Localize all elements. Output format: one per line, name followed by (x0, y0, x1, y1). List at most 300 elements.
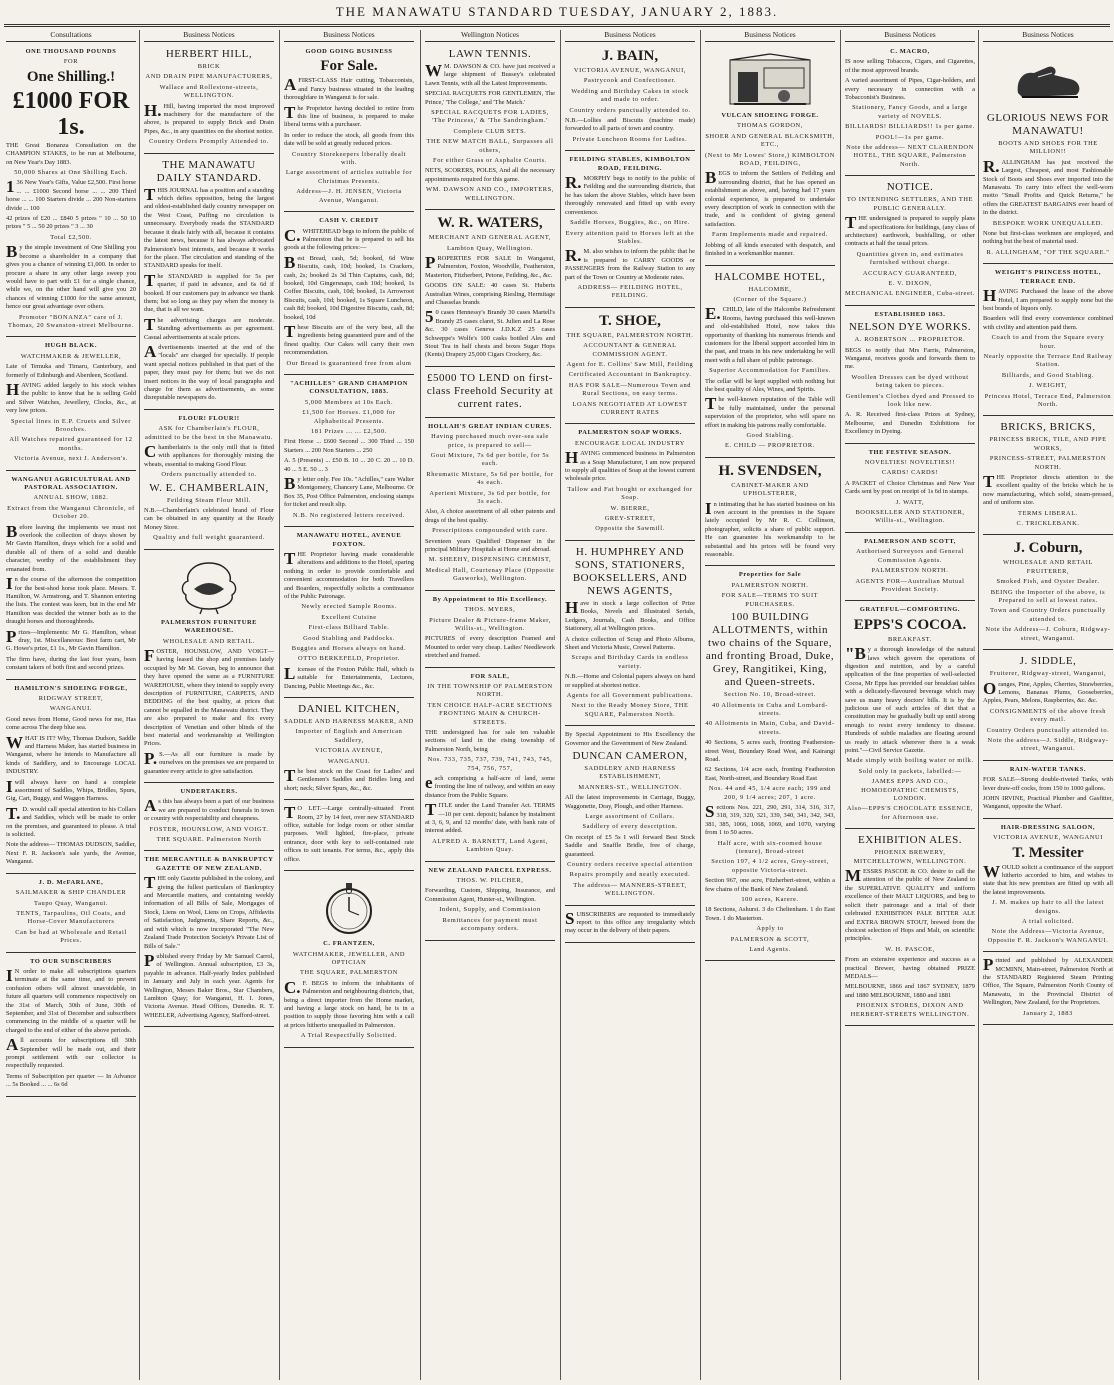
ad-heading: GREY-STREET, (604, 515, 656, 523)
ad-heading: ENCOURAGE LOCAL INDUSTRY (574, 439, 686, 447)
ad-heading: Billiards, and Good Stabling. (1001, 371, 1095, 379)
ad-heading: E. V. DIXON, (888, 279, 932, 287)
ad-heading: Victoria Avenue, next J. Anderson's. (13, 455, 128, 463)
ad-heading: HAMILTON'S SHOEING FORGE, (14, 684, 128, 692)
ad-body-text: THIS JOURNAL has a position and a standing which defies opposition, being the largest and oldest-established daily country newspaper on the West Coast, Puffing no circulation is unnecessary. Everybody reads the STANDARD because it deals fairly with all, because it contains the latest news, because it has always advocated Palmerston's best interests, and because it works for the place. The circulation and standing of the STANDARD speaks for itself. (144, 184, 274, 270)
ad-body-text: 136 New Year's Gifts, Value £2,500. First horse ... ... £1000 Second horse ... ... 200 Third horse ... ... 100 Starters divide ... 200 Non-starters divide ... 100 (6, 177, 136, 212)
ad-body-text: PROPERTIES FOR SALE In Wanganui, Palmerston, Foxton, Woodville, Featherston, Masterton, Fitzherbert, Petone, Feilding, &c., &c. (425, 252, 555, 279)
ad-body-text: The well-known reputation of the Table will be fully maintained, under the personal supervision of the proprietor, who will spare no effort in making his patrons really comfortable. (705, 394, 835, 429)
column-1 (2, 30, 140, 1382)
ad-heading: 40 Allotments in Main, Cuba, and David-streets. (705, 720, 835, 736)
advertisement (845, 178, 975, 305)
ad-heading: NOTICE. (886, 181, 934, 194)
ad-heading: Feilding Steam Flour Mill. (166, 496, 252, 504)
ad-heading: THOS. W. PILCHER, (456, 877, 524, 885)
ad-body-text: TO LET.—Large centrally-situated Front Room, 27 by 14 feet, over new STANDARD office, suitable for lodge room or other similar purposes. Well lighted, fire-place, private entrance, door with key to self-contained rate offices to suit tenants. For terms, &c., apply this office. (284, 803, 414, 863)
ad-heading: UNDERTAKERS. (180, 788, 238, 795)
advertisement (845, 831, 975, 1026)
column-3 (280, 30, 418, 1382)
ad-heading: WEIGHT'S PRINCESS HOTEL, TERRACE END. (994, 269, 1102, 285)
ad-heading: Quantities given in, and estimates furnished without charge. (856, 250, 964, 267)
ad-body-text: Good news from Home, Good news for me, Has come across The deep blue sea. (6, 715, 136, 732)
ad-body-text: Iwill always have on hand a complete assortment of Saddles, Whips, Bridles, Spurs, Gig, Cart, Buggy, and Waggon Harness. (6, 776, 136, 803)
ad-heading: FEILDING STABLES, KIMBOLTON ROAD, FEILDING. (569, 156, 691, 172)
advertisement (425, 593, 555, 668)
ad-body-text: R.MORPHY begs to notify to the public of Feilding and the surrounding districts, that he has taken the above Stables, which have been thoroughly renovated and fitted up with every convenience. (565, 173, 695, 216)
ad-heading: IN THE TOWNSHIP OF PALMERSTON NORTH. (427, 682, 553, 699)
ad-heading: 40 Allotments in Cuba and Lombard-streets. (711, 701, 829, 717)
ad-heading: HERBERT HILL, (165, 48, 253, 60)
ad-body-text: The advertising charges are moderate. Standing advertisements as per agreement. Casual advertisements at scale prices. (144, 314, 274, 341)
ad-heading: J. M. makes up hair to all the latest designs. (992, 899, 1104, 915)
column-heading: Business Notices (845, 30, 975, 42)
ad-heading: Tallow and Fat bought or exchanged for Soap. (567, 485, 693, 502)
column-2 (140, 30, 278, 1382)
advertisement (284, 700, 414, 800)
ad-body-text: By Special Appointment to His Excellency the Governor and the Government of New Zealand. (565, 731, 695, 747)
advertisement (845, 603, 975, 829)
column-divider (560, 30, 561, 1380)
ad-heading: RIDGWAY STREET, (38, 694, 104, 702)
ad-heading: ANNUAL SHOW, 1882. (33, 494, 109, 502)
ad-heading: Extract from the Wanganui Chronicle, of October 20. (7, 504, 135, 521)
ad-heading: Next to the Ready Money Store, THE SQUARE, Palmerston North. (571, 702, 689, 718)
ad-heading: FOR SALE, (470, 672, 510, 680)
ad-heading: WHOLESALE AND RETAIL. (162, 637, 256, 645)
ad-body-text: each comprising a half-acre of land, some fronting the line of railway, and within an easy distance from the Public Square. (425, 773, 555, 799)
ad-body-text: SPECIAL RACQUETS FOR GENTLEMEN, The Prince,' 'The College,' and 'The Match.' (425, 90, 555, 106)
ad-heading: BOOTS AND SHOES FOR THE MILLION!! (998, 140, 1098, 156)
ad-heading: Country Storekeepers liberally dealt with. (291, 150, 407, 167)
ad-heading: PALMERSON & SCOTT, (730, 935, 810, 943)
ad-body-text: IS now selling Tobaccos, Cigars, and Cigarettes, of the most approved brands. (845, 58, 975, 74)
ad-body-text: First Horse ... £600 Second ... 300 Third ... 150 Starters ... 200 Non Starters ... 250 (284, 438, 414, 454)
ad-body-text: Sections Nos. 221, 290, 291, 314, 316, 317, 318, 319, 320, 321, 339, 340, 341, 342, 343, 381, 385, 1066, 1068, 1069, and 1070, varying from 1 to 50 acres. (705, 801, 835, 837)
ad-heading: CONSIGNMENTS of the above fresh every mail. (989, 707, 1107, 724)
ad-body-text: In the course of the afternoon the competition for the best-shod horse took place. Messrs. T. Hamilton, W. Armstrong, and T. Shannon entering the lists. The contest was keen, but in the end Mr Hamilton was decided the winner both as to the draught horses and thoroughbreds. (6, 574, 136, 626)
ad-heading: PRINCESS-STREET, PALMERSTON NORTH. (989, 455, 1107, 471)
ad-body-text: These Biscuits are of the very best, all the ingredients being guaranteed pure and of the finest quality. Our Cakes will carry their own recommendation. (284, 321, 414, 357)
ad-heading: £1,500 for Horses. £1,000 for Alphabetical Presents. (302, 409, 396, 425)
ad-heading: THE MANAWATU DAILY STANDARD. (156, 158, 262, 184)
ad-body-text: N.B.—Lollies and Biscuits (machine made) forwarded to all parts of town and country. (565, 117, 695, 133)
ad-body-text: N.B.—Home and Colonial papers always on hand or supplied at shortest notice. (565, 673, 695, 689)
ad-body-text: All accounts for subscriptions till 30th September will be made out, and their prompt settlement with our collector is respectfully requested. (6, 1035, 136, 1070)
advertisement (6, 45, 136, 337)
ad-heading: Coach to and from the Square every hour. (991, 334, 1105, 350)
ad-heading: TO OUR SUBSCRIBERS (30, 957, 112, 965)
column-divider (840, 30, 841, 1380)
ad-heading: J. BAIN, (601, 48, 659, 64)
ad-body-text: THE undersigned has for sale ten valuable sections of land in the rising township of Palmerston North, being (425, 728, 555, 753)
ad-heading: Land Agents. (749, 946, 791, 954)
ad-heading: Promoter "BONANZA" care of J. Thomas, 20 Swanston-street Melbourne. (7, 313, 135, 329)
advertisement (565, 543, 695, 726)
ad-body-text: 18 Sections, Ashurst. 3 do Cheltenham. 1 do East Town. 1 do Masterton. (705, 906, 835, 922)
advertisement (845, 45, 975, 176)
ad-heading: THOMAS GORDON, (737, 122, 803, 130)
ad-body-text: On receipt of £5 5s I will forward Best Stock Saddle and Snaffle Bridle, free of charge, guaranteed. (565, 833, 695, 858)
advertisement (284, 529, 414, 698)
masthead-rule (4, 24, 1110, 27)
ad-heading: Complete CLUB SETS. (453, 127, 527, 135)
ad-body-text: All the latest improvements in Carriage, Buggy, Waggonette, Dray, Plough, and other Harness. (565, 794, 695, 810)
ad-body-text: The best stock on the Coast for Ladies' and Gentlemen's Saddles and Bridles long and short; neck; Silver Spurs, &c., &c. (284, 766, 414, 792)
ad-body-text: TITLE under the Land Transfer Act. TERMS—10 per cent. deposit; balance by instalment at 3, 6, 9, and 12 months' date, with bank rate of interest added. (425, 800, 555, 835)
ad-body-text: R.M. also wishes to inform the public that he is prepared to CARRY GOODS or PASSENGERS from the Railway Station to any part of the Town or Country at Moderate rates. (565, 246, 695, 281)
ad-body-text: MELBOURNE, 1866 and 1867 SYDNEY, 1879 and 1880 MELBOURNE, 1880 and 1881 (845, 983, 975, 999)
ad-body-text: BEGS to inform the Settlers of Feilding and surrounding district, that he has opened an establishment as above, and, having had 17 years colonial experience, is prepared to undertake every description of work in connection with the trade, and is confident of giving general satisfaction. (705, 168, 835, 228)
ad-body-text: A choice collection of Scrap and Photo Albums, Sheet and Victoria Music, Crewel Patterns. (565, 635, 695, 651)
ad-body-text: 42 prizes of £20 ... £840 5 prizes " 10 ... 50 10 prizes " 5 ... 50 20 prizes " 3 ... 30 (6, 215, 136, 231)
ad-body-text: By letter only. Fee 10s. "Achilles," care Walter Montgomery, Chancery Lane, Melbourne. Or Box 35, Post Office Palmerston, enclosing stamps for ticket and result slip. (284, 474, 414, 509)
ad-heading: ALFRED A. BARNETT, Land Agent, Lambton Quay. (432, 837, 548, 854)
ad-body-text: The firm have, during the last four years, been constant takers of both first and second prizes. (6, 655, 136, 672)
ad-body-text: Published every Friday by Mr Samuel Carrol, of Wellington. Annual subscription, £3 3s, payable in advance. Half-yearly Index published in January and July in each year. Agents for Wellington, Messrs Baker Bros., Star Chambers, Lambton Quay; for Wanganui, H. I. Jones, Victoria Avenue. Head Offices, Dunedin. R. T. WHEELER, Advertising Agency, Stafford-street. (144, 950, 274, 1019)
ad-heading: PALMERSTON NORTH. (731, 581, 809, 589)
ad-heading: All Watches repaired guaranteed for 12 months. (9, 436, 133, 452)
ad-heading: (Next to Mr Lowes' Store,) KIMBOLTON ROAD, FEILDING, (705, 151, 835, 168)
ad-heading: THE FESTIVE SEASON. (868, 448, 952, 456)
ad-heading: BREAKFAST. (888, 635, 932, 643)
ad-heading: WM. DAWSON AND CO., IMPORTERS, WELLINGTON. (426, 186, 554, 202)
column-8 (979, 30, 1114, 1382)
ad-body-text: THE undersigned is prepared to supply plans and specifications for buildings, (any class of architecture) earthwork, bushfalling, or other contracts at half the usual prices. (845, 213, 975, 248)
ad-heading: N.B. No registered letters received. (293, 511, 405, 519)
ad-heading: VICTORIA AVENUE, WANGANUI, (573, 67, 687, 74)
ad-heading: WANGANUI AGRICULTURAL AND PASTORAL ASSOCIATION. (11, 475, 131, 492)
ad-heading: Total £2,500. (50, 233, 92, 241)
ad-heading: 100 acres, Karere. (741, 896, 799, 904)
engraving-illustration (983, 51, 1113, 109)
ad-heading: SADDLE AND HARNESS MAKER, AND (284, 718, 414, 725)
advertisement (6, 955, 136, 1097)
ad-heading: For either Grass or Asphalte Courts. (433, 157, 547, 165)
ad-heading: FOSTER, HOUNSLOW, AND VOIGT. (149, 825, 269, 833)
ad-heading: Gout Mixture, 7s 6d per bottle, for 5s each. (430, 452, 550, 468)
advertisement (983, 763, 1113, 819)
advertisement (845, 535, 975, 601)
advertisement (845, 308, 975, 444)
ad-heading: HOLLAH'S GREAT INDIAN CURES. (428, 422, 552, 430)
column-heading: Business Notices (284, 30, 414, 42)
advertisement (565, 310, 695, 425)
ad-heading: J. Coburn, (1013, 540, 1083, 557)
ad-heading: Excellent Cuisine (321, 613, 377, 621)
advertisement (6, 473, 136, 680)
ad-heading: Pastrycook and Confectioner. (583, 77, 677, 85)
ad-heading: W. R. WATERS, (437, 215, 543, 232)
column-6 (701, 30, 839, 1382)
ad-heading: OTTO BERKEFELD, Proprietor. (298, 655, 400, 663)
ad-heading: MERCHANT AND GENERAL AGENT, (428, 234, 552, 242)
ad-body-text: Oranges, Pine, Apples, Cherries, Strawberries, Lemons, Bananas Plums, Gooseberries, Apples, Pears, Melons, Raspberries, &c. &c. (983, 678, 1113, 705)
ad-heading: Note the address— NEXT CLARENDON HOTEL, THE SQUARE, Palmerston North. (846, 144, 974, 168)
ad-heading: Note the Address—Victoria Avenue, Opposite F. R. Jackson's WANGANUI. (987, 928, 1109, 944)
ad-body-text: FOR SALE—Strong double-riveted Tanks, with lever draw-off cocks, from 150 to 1000 gallons. (983, 776, 1113, 792)
ad-heading: ESTABLISHED 1863. (874, 310, 946, 318)
ad-body-text: BEGS to notify that Mrs Farris, Palmerston, Wanganui, receives goods and forwards them to me. (845, 346, 975, 371)
ad-body-text: Prizes—Implements: Mr G. Hamilton, wheat dray, 1st. Miscellaneous: Best farm cart, Mr G. Howe's prize, £1 1s., Mr Gavin Hamilton. (6, 626, 136, 653)
advertisement (845, 446, 975, 533)
ad-body-text: Terms of Subscription per quarter — In Advance ... 5s Booked ... ... 6s 6d (6, 1072, 136, 1089)
ad-heading: AGENTS FOR—Australian Mutual Provident Society. (855, 577, 965, 593)
ad-heading: Gentlemen's Clothes dyed and Pressed to look like new. (845, 392, 975, 408)
ad-body-text: Also, A choice assortment of all other patents and drugs of the best quality. (425, 508, 555, 524)
ad-heading: Lambton Quay, Wellington. (446, 244, 533, 252)
ad-heading: Farm Implements made and repaired. (711, 231, 829, 239)
ad-heading: Made simply with boiling water or milk. (846, 757, 974, 765)
advertisement (983, 45, 1113, 264)
ad-heading: TO INTENDING SETTLERS, AND THE PUBLIC GENERALLY. (846, 196, 974, 212)
advertisement (425, 864, 555, 941)
advertisement (705, 568, 835, 961)
ad-body-text: JOHN IRVINE, Practical Plumber and Gasfitter, Wanganui, opposite the Wharf. (983, 794, 1113, 811)
ad-heading: MANNERS-ST., WELLINGTON. (578, 783, 682, 791)
ad-heading: Our Bread is guaranteed free from alum (286, 359, 412, 367)
column-heading: Business Notices (705, 30, 835, 42)
ad-body-text: Seventeen years Qualified Dispenser in the principal Military Hospitals at Home and abroad. (425, 537, 555, 554)
ad-heading: Authorised Surveyors and General Commission Agents. (856, 548, 964, 564)
ad-body-text: WHAT IS IT? Why, Thomas Dudson, Saddle and Harness Maker, has started business in Wanganui, where he intends to Manufacture all kinds of Saddlery, and to Encourage LOCAL INDUSTRY. (6, 732, 136, 776)
ad-heading: PALMERSTON NORTH. (871, 567, 949, 575)
ad-heading: LAWN TENNIS. (448, 48, 532, 60)
ad-heading: R. ALLINGHAM, "OF THE SQUARE." (986, 248, 1110, 256)
column-divider (139, 30, 140, 1380)
column-heading: Consultations (6, 30, 136, 42)
ad-heading: PALMERSTON FURNITURE WAREHOUSE. (160, 618, 258, 635)
ad-heading: Woollen Dresses can be dyed without being taken to pieces. (851, 373, 969, 390)
ad-heading: SAILMAKER & SHIP CHANDLER (15, 889, 127, 897)
ad-heading: PHOENIX BREWERY, MITCHELLTOWN, WELLINGTON. (853, 849, 967, 865)
ad-body-text: THE Proprietor directs attention to the excellent quality of the bricks which he is now manufacturing, which solid, steam-pressed, and of uniform size. (983, 472, 1113, 507)
ad-body-text: Have in stock a large collection of Prize Books, Novels and Illustrated Serials, Ledgers, Journals, Cash Books, and Office Stationery, all at Wellington prices. (565, 597, 695, 633)
ad-heading: One Shilling.! (26, 68, 116, 85)
ad-heading: JAMES EPPS AND CO., HOMOEOPATHIC CHEMISTS, LONDON. (861, 778, 959, 803)
ad-heading: ASK for Chamberlain's FLOUR, admitted to be the best in the Manawatu. (145, 425, 273, 441)
ad-body-text: Best Bread, cash, 5d; booked, 6d Wine Biscuits, cash, 10d; booked, 1s Crackers, cash, 2s; booked 2s 3d Thin Captains, cash, 8d; booked, 10d Gingersnaps, cash 10d; booked, 1s Coffee Biscuits, cash, 10d; booked, 1s Arrowroot Biscuits, cash, 10d; booked, 1s Square Luncheon, cash 8d; booked, 10d Digestive Biscuits, cash, 8d; booked, 10d (284, 252, 414, 321)
ad-heading: DANIEL KITCHEN, (298, 703, 400, 715)
ad-heading: BILLIARDS! BILLIARDS!! 1s per game. (845, 123, 975, 131)
ad-body-text: P.S.—As all our furniture is made by ourselves on the premises we are prepared to guarantee every article to give satisfaction. (144, 748, 274, 775)
ad-heading: FOR (63, 58, 79, 66)
column-divider (279, 30, 280, 1380)
advertisement (983, 537, 1113, 650)
ad-heading: WANGANUI. (327, 757, 371, 765)
ad-heading: CABINET-MAKER AND UPHOLSTERER, (731, 481, 809, 498)
column-heading: Business Notices (144, 30, 274, 42)
advertisement (565, 45, 695, 151)
ad-heading: Properties for Sale (738, 571, 802, 579)
ad-heading: Princess Hotel, Terrace End, Palmerston North. (984, 392, 1112, 408)
ad-heading: ADDRESS— FEILDING HOTEL, FEILDING. (577, 283, 683, 300)
ad-heading: BRICK (197, 63, 221, 70)
ad-heading: January 2, 1883 (1023, 1009, 1073, 1017)
ad-heading: Can be had at Wholesale and Retail Prices. (15, 928, 127, 945)
advertisement (144, 785, 274, 851)
ad-heading: 181 Prizes ... ... £2,500. (311, 428, 387, 436)
advertisement (983, 821, 1113, 952)
advertisement (565, 153, 695, 308)
ad-heading: T. SHOE, (599, 312, 661, 329)
masthead (0, 0, 1114, 26)
column-4 (421, 30, 559, 1382)
ad-heading: £1000 FOR 1s. (12, 87, 130, 140)
ad-heading: Aperient Mixture, 3s 6d per bottle, for 3s each. (429, 489, 551, 506)
ad-heading: SPECIAL RACQUETS FOR LADIES, 'The Princess,' & 'The Sandringham.' (431, 109, 549, 125)
ad-heading: EXHIBITION ALES. (858, 834, 962, 847)
advertisement (144, 853, 274, 1027)
advertisement (565, 908, 695, 943)
ad-heading: WATCHMAKER, JEWELLER, AND OPTICIAN (292, 950, 406, 966)
ad-heading: J. WEIGHT, (1029, 382, 1067, 390)
ad-heading: PHOENIX STORES, DIXON AND HERBERT-STREETS WELLINGTON. (850, 1002, 970, 1018)
ad-heading: Buggies and Horses always on hand. (291, 644, 407, 652)
ad-heading: Smoked Fish, and Oyster Dealer. (996, 578, 1100, 586)
ad-heading: CASH V. CREDIT (319, 217, 379, 225)
ad-body-text: By the simple investment of One Shilling you become a shareholder in a company that gives you a chance of winning £1,000. In order to procure a share in any other large sweep you would have to part with £1 for a single chance, while we, on the other hand will give you 20 chances of winning £1000 for the same amount, hence our great advantage over others. (6, 242, 136, 311)
advertisement (983, 652, 1113, 761)
ad-heading: PALMERSON AND SCOTT, (864, 537, 956, 545)
ad-body-text: Section 967, one acre, Fitzherbert-street, within a few chains of the Bank of New Zealand. (705, 877, 835, 893)
ad-body-text: IN order to make all subscriptions quarters terminate at the same time, and to prevent confusion others will almost unavoidable, in future all quarters will commence respectively on the 31st of March, 30th of June, 30th of September, and 31st of December and subscribers commencing in the middle of a quarter will be charged to the end of either of the above periods. (6, 965, 136, 1034)
ad-heading: HUGH BLACK. (44, 342, 98, 350)
ad-heading: Address—J. H. JENSEN, Victoria Avenue, Wanganui. (296, 188, 402, 204)
ad-body-text: Licensee of the Foxton Public Hall, which is suitable for Entertainments, Lectures, Dancing, Public Meetings &c., &c. (284, 663, 414, 690)
engraving-illustration (705, 51, 835, 109)
ad-body-text: HAVING added largely to his stock wishes the public to know that he is selling Gold and Silver Watches, Jewellery, Clocks, &c., at very low prices. (6, 379, 136, 415)
column-divider (978, 30, 979, 1380)
ad-heading: POOL!—1s per game. (875, 133, 945, 141)
advertisement (565, 426, 695, 540)
ad-heading: Picture Dealer & Picture-frame Maker, Willis-st., Wellington. (429, 616, 551, 632)
ad-heading: A trial solicited. (1022, 918, 1074, 926)
ad-heading: WATCHMAKER & JEWELLER, (20, 352, 122, 360)
advertisement (705, 268, 835, 458)
ad-heading: J. WATT, (895, 498, 925, 506)
advertisement (6, 339, 136, 470)
ad-heading: Quality and full weight guaranteed. (153, 534, 265, 542)
ad-heading: M. SHEEHY, DISPENSING CHEMIST, (428, 556, 552, 564)
ad-body-text: NETS, SCORERS, POLES, And all the necessary appointments required for this game. (425, 167, 555, 183)
ad-heading: H. SVENDSEN, (718, 462, 822, 479)
ad-heading: A Trial Respectfully Solicited. (300, 1032, 398, 1040)
ad-heading: Orders punctually attended to. (161, 471, 257, 479)
advertisement (144, 552, 274, 783)
advertisement (284, 377, 414, 527)
column-7 (841, 30, 979, 1382)
ad-heading: Having purchased much over-sea sale price, is prepared to sell— (431, 433, 549, 449)
ad-heading: Section 197, 4 1/2 acres, Grey-street, opposite Victoria-street. (711, 858, 829, 874)
ad-heading: Half acre, with six-roomed house (tenure), Broad-street (717, 839, 823, 855)
ad-heading: BESPOKE WORK UNEQUALLED. (992, 219, 1104, 227)
column-divider (420, 30, 421, 1380)
ad-heading: VULCAN SHOEING FORGE. (721, 112, 819, 119)
ad-body-text: As this has always been a part of our business we are prepared to conduct funerals in town or country with respectability and cheapness. (144, 796, 274, 823)
ad-body-text: In order to reduce the stock, all goods from this date will be sold at greatly reduced prices. (284, 131, 414, 148)
ad-body-text: THE Great Bonanza Consultation on the CHAMPION STAKES, to be run at Melbourne, on New Year's Day 1883. (6, 141, 136, 166)
ad-body-text: H.Hill, having imported the most improved machinery for the manufacture of the above, is prepared to supply Brick and Drain Pipes, &c., in any quantities on the shortest notice. (144, 100, 274, 135)
ad-heading: Good Stabling and Paddocks. (303, 634, 395, 642)
ad-heading: THE SQUARE. Palmerston North (156, 836, 262, 844)
ad-body-text: MESSRS PASCOE & CO. desire to call the attention of the public of New Zealand to the SUPERLATIVE QUALITY and uniform excellence of their MALT LIQUORS, and beg to solicit their patronage and a trial of their celebrated EXHIBITION PALE BITTER ALE and EXTRA BROWN STOUT, brewed from the choicest selection of Hops and Malt, on scientific principles. (845, 866, 975, 943)
column-heading: Business Notices (565, 30, 695, 42)
advertisement (6, 876, 136, 953)
column-heading: Business Notices (983, 30, 1113, 42)
ad-heading: Good Stabling. (746, 432, 794, 439)
ad-body-text: The STANDARD is supplied for 5s per quarter, if paid in advance, and 6s 6d if booked. If our customers pay in advance we thank them; but so long as they pay when the money is due, that is all we want. (144, 270, 274, 314)
advertisement (144, 156, 274, 410)
ad-heading: C. TRICKLEBANK. (1016, 520, 1080, 528)
ad-body-text: C.WHITEHEAD begs to inform the public of Palmerston that he is prepared to sell his goods at the following prices:— (284, 225, 414, 252)
column-divider (700, 30, 701, 1380)
ad-body-text: 50 cases Hennessy's Brandy 30 cases Martell's Brandy 25 cases claret, St. Julien and La Rose &c. 30 cases Geneva J.D.K.Z 25 cases Schweppe's Wolfe's 100 casks bottled Ales and Stout Tea in half chests and boxes Sugar Hops (Kents) Drapery 25,000 Cigars Crockery, &c. (425, 307, 555, 359)
advertisement (425, 420, 555, 591)
ad-heading: Section No. 10, Broad-street. (724, 691, 816, 699)
ad-heading: SHOER AND GENERAL BLACKSMITH, ETC., (705, 132, 835, 149)
masthead-title: THE MANAWATU STANDARD TUESDAY, JANUARY 2, 1883. (335, 4, 779, 19)
ad-body-text: Advertisements inserted at the end of the "locals" are charged for specially. If people want special notices published in that part of the paper, they must pay for them; but we do not insert notices in the way of local paragraphs and charge for them as advertisements, as some disreputable newspapers do. (144, 341, 274, 402)
ad-heading: J. D. McFARLANE, (38, 878, 104, 886)
ad-heading: Country Orders Promptly Attended to. (149, 138, 269, 146)
ad-heading: (Corner of the Square.) (733, 295, 807, 303)
advertisement (983, 418, 1113, 535)
ad-body-text: Late of Temuka and Timaru, Canterbury, and formerly of Edinburgh and Aberdeen, Scotland. (6, 363, 136, 379)
ad-heading: Large assortment of Collars. (585, 813, 675, 820)
ad-heading: Nos. 44 and 45, 1/4 acre each; 199 and 200, 9 1/4 acres; 207, 1 acre. (708, 785, 832, 801)
ad-heading: PALMERSTON SOAP WORKS. (578, 429, 682, 437)
column-5 (561, 30, 699, 1382)
ad-heading: W. E. CHAMBERLAIN, (149, 481, 269, 494)
ad-heading: GRATEFUL—COMFORTING. (859, 606, 961, 614)
ad-heading: Special lines in E.P. Cruets and Silver Brooches. (11, 417, 131, 433)
ad-heading: Also—EPPS'S CHOCOLATE ESSENCE, for Afternoon use. (846, 805, 974, 821)
ad-heading: ONE THOUSAND POUNDS (25, 48, 117, 55)
ad-body-text: 100 BUILDING ALLOTMENTS, within two chains of the Square, and fronting Broad, Duke, Grey, Rangitikei, King, and Queen-streets. (705, 611, 835, 689)
ad-heading: A. ROBERTSON ... PROPRIETOR. (854, 336, 966, 344)
advertisement (284, 802, 414, 871)
ad-body-text: Before leaving the implements we must not overlook the collection of drays shown by Mr Gavin Hamilton, drays which for a solid and durable all of them of a solid and durable character, worthy of the establishment they emanated from. (6, 521, 136, 573)
ad-heading: DUNCAN CAMERON, (572, 749, 688, 762)
ad-body-text: A varied assortment of Pipes, Cigar-holders, and every necessary in connection with a Tobacconist's Business. (845, 77, 975, 102)
ad-body-text: C.F. BEGS to inform the inhabitants of Palmerston and neighbouring districts, that, being a direct importer from the Home market, and having a large stock on hand, he is in a position to supply those favoring him with a call at prices hitherto unequalled in Palmerston. (284, 977, 414, 1029)
ad-body-text: N.B.—Chamberlain's celebrated brand of Flour can be obtained in any quantity at the Ready Money Store. (144, 507, 274, 531)
ad-body-text: PICTURES of every description Framed and Mounted to order very cheap. Ladies' Needlework stretched and framed. (425, 635, 555, 660)
ad-heading: ACCOUNTANT & GENERAL COMMISSION AGENT. (583, 342, 677, 358)
ad-heading: HALCOMBE HOTEL, (714, 270, 826, 283)
advertisement (705, 45, 835, 266)
ad-body-text: WM. DAWSON & CO. have just received a large shipment of Bussey's celebrated Lawn Tennis, with all the Latest Improvements. (425, 61, 555, 87)
ad-heading: Importer of English and American Saddlery, (295, 728, 403, 744)
ad-heading: 50,000 Shares at One Shilling Each. (14, 169, 128, 177)
ad-body-text: WOULD solicit a continuance of the support hitherto accorded to him, and wishes to state that his new premises are fitted up with all the latest improvements. (983, 861, 1113, 896)
ad-heading: EPPS'S COCOA. (853, 616, 967, 633)
ad-body-text: None but first-class workmen are employed, and nothing but the best of material used. (983, 230, 1113, 246)
ad-heading: Saddlery of every description. (582, 823, 678, 831)
ad-body-text: The Proprietor having decided to retire from this line of business, is prepared to make liberal terms with a purchaser. (284, 102, 414, 129)
ad-heading: "ACHILLES" GRAND CHAMPION CONSULTATION, 1883. (290, 380, 408, 396)
ad-heading: HAS FOR SALE—Numerous Town and Rural Sections, on easy terms. (568, 381, 692, 398)
ad-heading: Nearly opposite the Terrace End Railway Station. (983, 352, 1113, 369)
ad-heading: Indent, Supply, and Commission (439, 906, 541, 914)
ad-heading: Town and Country Orders punctually attended to. (990, 607, 1106, 623)
ad-heading: WHOLESALE AND RETAIL FRUITERER, (1003, 559, 1093, 575)
ad-heading: Country Orders punctually attended to. (986, 726, 1110, 734)
ad-heading: W. BIERRE, (610, 504, 650, 512)
ad-heading: NOVELTIES! NOVELTIES!! (864, 459, 956, 467)
ad-heading: HAIR-DRESSING SALOON, (1000, 823, 1096, 831)
ad-body-text: "By a thorough knowledge of the natural laws which govern the operations of digestion and nutrition, and by a careful application of the fine properties of well-selected Cocoa, Mr Epps has provided our breakfast tables with a delicately-flavoured beverage which may save us many heavy doctors' bills. It is by the judicious use of such articles of diet that a constitution may be gradually built up until strong enough to resist every tendency to disease. Hundreds of subtle maladies are floating around us ready to attack wherever there is a weak point."—Civil Service Gazette. (845, 644, 975, 754)
